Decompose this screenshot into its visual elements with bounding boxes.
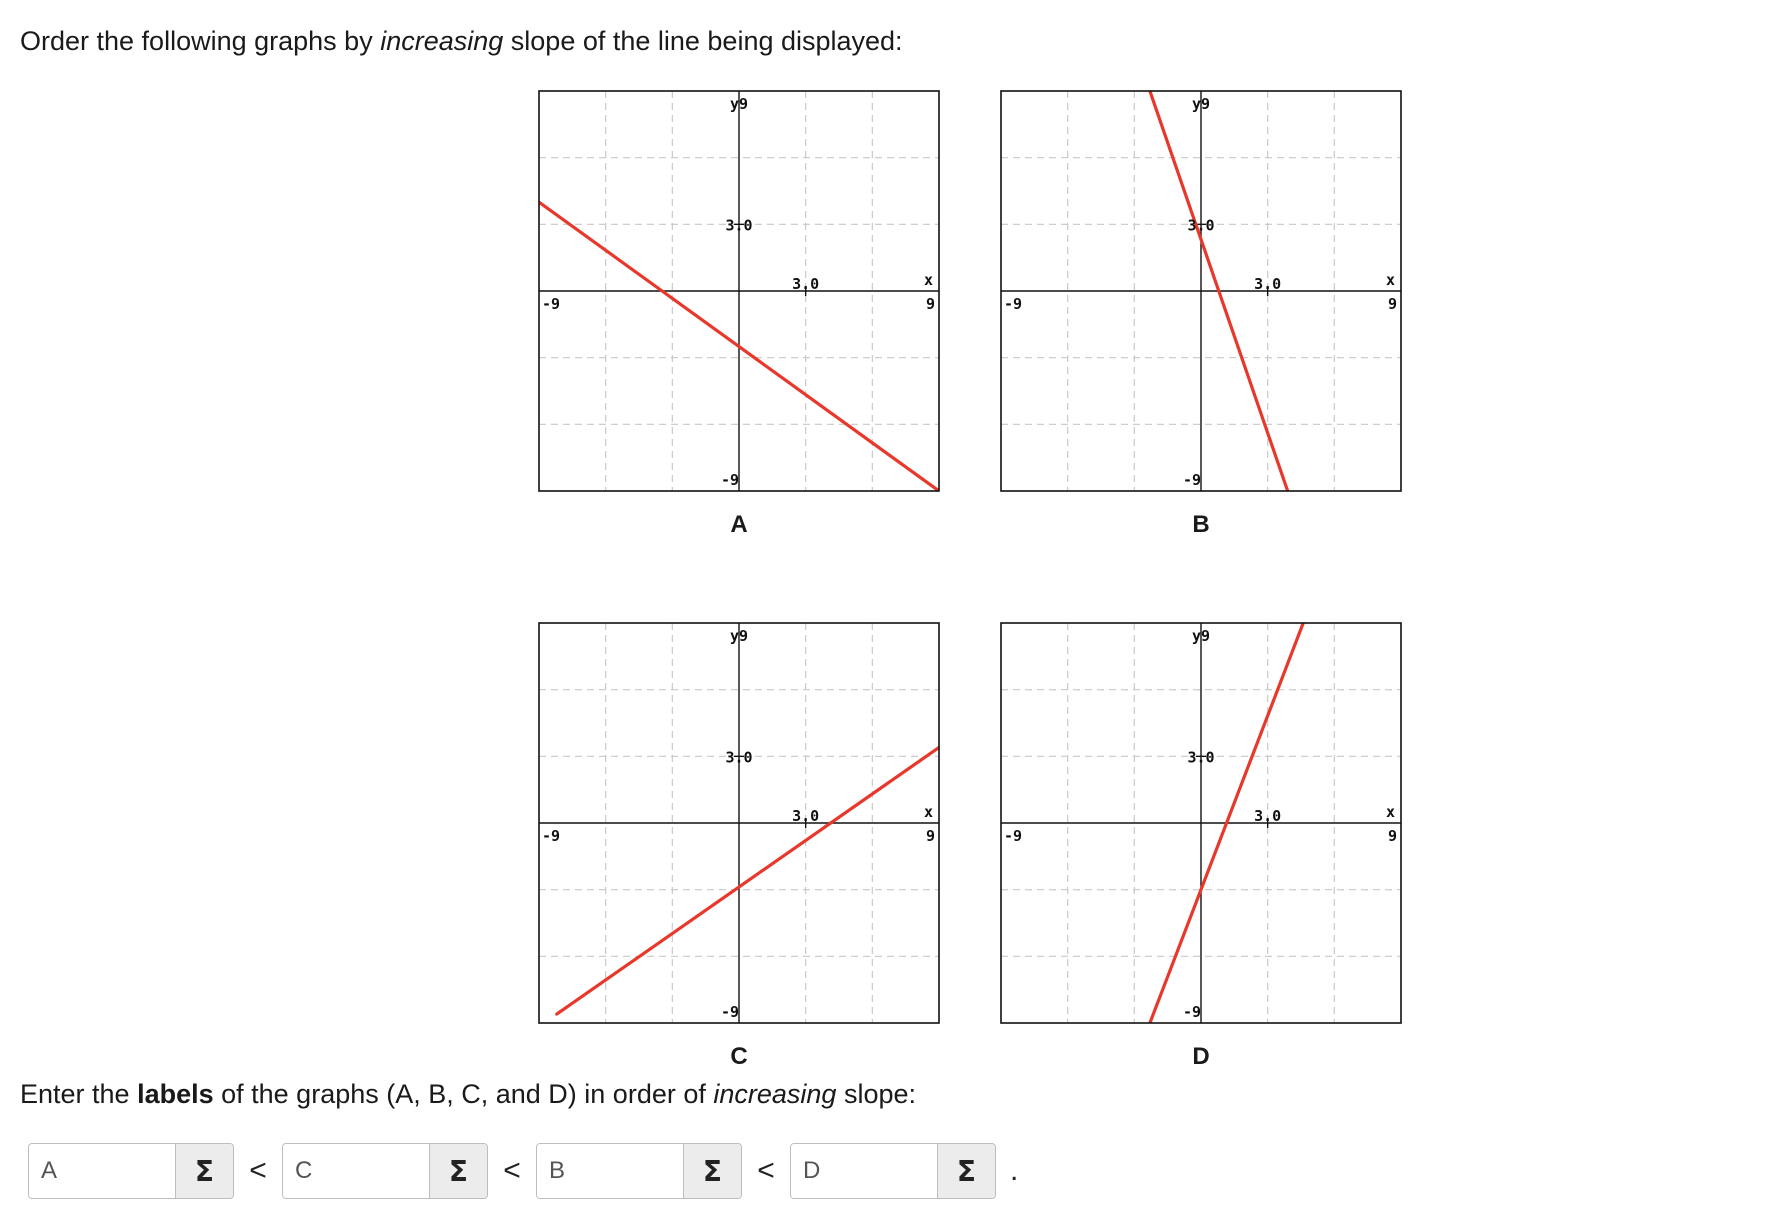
- answer-box-4: [790, 1143, 996, 1199]
- graph-c: [537, 621, 941, 1071]
- x-var-label: x: [1385, 803, 1395, 821]
- instruction-prefix: Enter the: [20, 1079, 138, 1109]
- question-suffix: slope of the line being displayed:: [503, 26, 903, 56]
- y-tick-label: 3.0: [725, 216, 753, 235]
- answer-box-1: [28, 1143, 234, 1199]
- sigma-button-1[interactable]: Σ: [175, 1144, 233, 1198]
- x-min-label: -9: [1004, 827, 1023, 845]
- x-max-label: 9: [925, 827, 935, 845]
- graph-c-plot: [537, 621, 941, 1025]
- x-max-label: 9: [1387, 295, 1397, 313]
- answer-input-3[interactable]: [537, 1144, 683, 1198]
- x-tick-label: 3.0: [1254, 807, 1282, 825]
- graph-b-plot: [999, 89, 1403, 493]
- y-tick-label: 3.0: [725, 748, 753, 767]
- less-than-2: <: [503, 1154, 521, 1187]
- answer-box-2: [282, 1143, 488, 1199]
- x-var-label: x: [1385, 271, 1395, 289]
- instruction-bold: labels: [137, 1079, 214, 1109]
- instruction-suffix: slope:: [836, 1079, 917, 1109]
- x-min-label: -9: [1004, 295, 1023, 313]
- graph-a: [537, 89, 941, 539]
- question-prefix: Order the following graphs by: [20, 26, 381, 56]
- graph-d-label: D: [1192, 1043, 1210, 1070]
- instruction-emphasis: increasing: [713, 1079, 837, 1109]
- answer-row: [28, 1142, 1018, 1200]
- period: .: [1010, 1154, 1019, 1187]
- x-min-label: -9: [542, 295, 561, 313]
- question-text: [20, 24, 903, 58]
- y-min-label: -9: [720, 471, 739, 489]
- y-min-label: -9: [1182, 471, 1201, 489]
- graph-c-label: C: [730, 1043, 748, 1070]
- y-max-label: y9: [729, 95, 749, 113]
- answer-input-4[interactable]: [791, 1144, 937, 1198]
- instruction-middle: of the graphs (A, B, C, and D) in order of: [213, 1079, 714, 1109]
- x-tick-label: 3.0: [792, 275, 820, 293]
- y-tick-label: 3.0: [1187, 216, 1215, 235]
- y-max-label: y9: [729, 627, 749, 645]
- less-than-3: <: [757, 1154, 775, 1187]
- x-max-label: 9: [1387, 827, 1397, 845]
- sigma-button-2[interactable]: Σ: [429, 1144, 487, 1198]
- question-emphasis: increasing: [380, 26, 504, 56]
- graph-b: [999, 89, 1403, 539]
- sigma-button-3[interactable]: Σ: [683, 1144, 741, 1198]
- answer-box-3: [536, 1143, 742, 1199]
- graph-d: [999, 621, 1403, 1071]
- graph-a-label: A: [730, 511, 748, 538]
- x-min-label: -9: [542, 827, 561, 845]
- sigma-button-4[interactable]: Σ: [937, 1144, 995, 1198]
- answer-input-2[interactable]: [283, 1144, 429, 1198]
- x-var-label: x: [923, 803, 933, 821]
- less-than-1: <: [249, 1154, 267, 1187]
- y-tick-label: 3.0: [1187, 748, 1215, 767]
- y-min-label: -9: [1182, 1003, 1201, 1021]
- y-max-label: y9: [1191, 627, 1211, 645]
- y-max-label: y9: [1191, 95, 1211, 113]
- x-tick-label: 3.0: [1254, 275, 1282, 293]
- graph-d-plot: [999, 621, 1403, 1025]
- x-tick-label: 3.0: [792, 807, 820, 825]
- x-max-label: 9: [925, 295, 935, 313]
- graph-a-plot: [537, 89, 941, 493]
- answer-input-1[interactable]: [29, 1144, 175, 1198]
- y-min-label: -9: [720, 1003, 739, 1021]
- x-var-label: x: [923, 271, 933, 289]
- instruction-text: [20, 1077, 916, 1111]
- graph-b-label: B: [1192, 511, 1210, 538]
